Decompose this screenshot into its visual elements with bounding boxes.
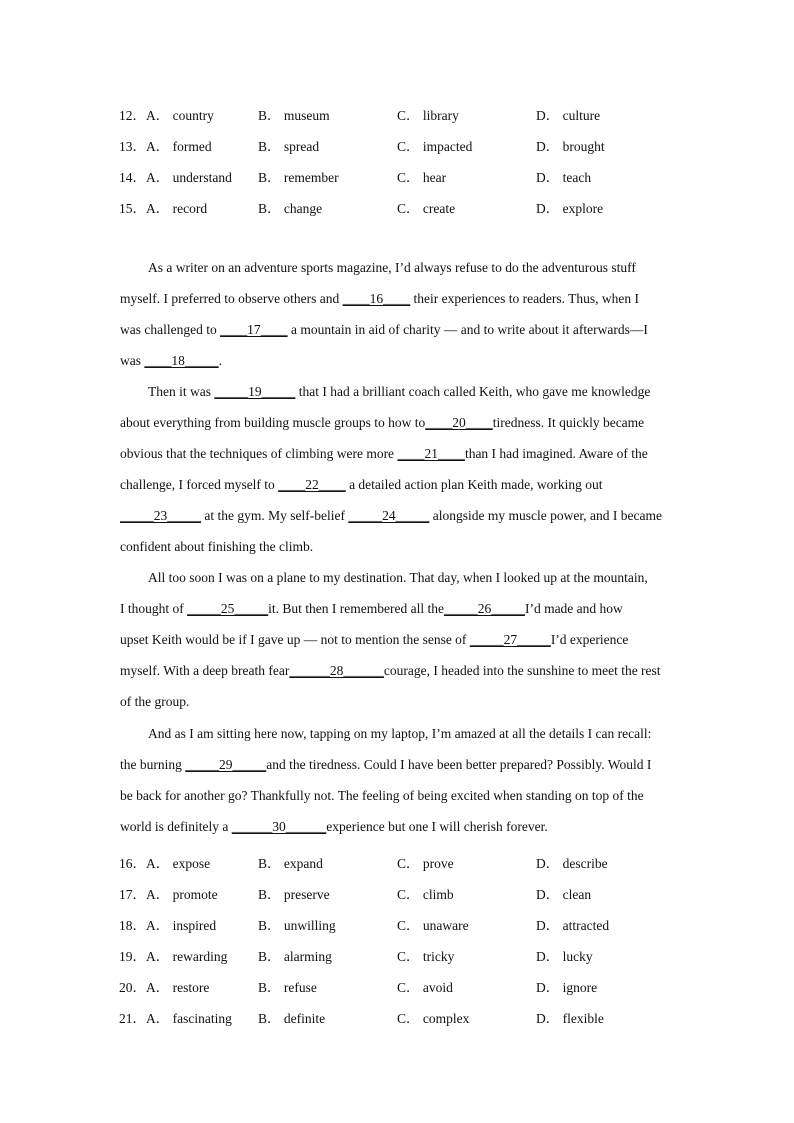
passage-line (120, 322, 675, 338)
passage-text: challenge, I forced myself to (120, 477, 279, 492)
blank-21[interactable]: ____21____ (397, 446, 465, 461)
passage-line (120, 694, 675, 710)
passage-line (120, 415, 675, 431)
option-a-text: A． country (146, 108, 214, 123)
passage-text: obvious that the techniques of climbing were more (120, 446, 398, 461)
option-c[interactable]: C． prove (397, 856, 454, 871)
option-a-text: A． rewarding (146, 949, 228, 964)
option-c[interactable]: C． tricky (397, 949, 455, 964)
question-number: 20． (119, 980, 146, 995)
blank-17[interactable]: ____17____ (220, 322, 288, 337)
option-b[interactable]: B． museum (258, 108, 330, 123)
passage-text: their experiences to readers. Thus, when I (410, 291, 639, 306)
question-number: 14． (119, 170, 146, 185)
option-c[interactable]: C． hear (397, 170, 447, 185)
passage-text: alongside my muscle power, and I became (429, 508, 662, 523)
question-number: 12． (119, 108, 146, 123)
passage-line (120, 757, 675, 773)
option-d[interactable]: D． brought (536, 139, 605, 154)
blank-24[interactable]: _____24_____ (348, 508, 430, 523)
option-a[interactable] (119, 883, 218, 903)
question-number: 19． (119, 949, 146, 964)
passage-line (120, 446, 675, 462)
passage-text: I’d experience (550, 632, 629, 647)
passage-text: was (120, 353, 145, 368)
blank-22[interactable]: ____22____ (278, 477, 346, 492)
option-b[interactable]: B． alarming (258, 949, 332, 964)
option-b[interactable]: B． spread (258, 139, 320, 154)
option-d[interactable]: D． describe (536, 856, 608, 871)
option-c[interactable]: C． create (397, 201, 456, 216)
option-a-text: A． inspired (146, 918, 217, 933)
option-b[interactable]: B． refuse (258, 980, 317, 995)
option-a[interactable] (119, 976, 209, 996)
passage-text: All too soon I was on a plane to my destination. That day, when I looked up at the mountain, (148, 570, 648, 585)
option-a[interactable] (119, 945, 227, 965)
passage-text: I thought of (120, 601, 188, 616)
blank-26[interactable]: _____26_____ (443, 601, 525, 616)
option-a-text: A． understand (146, 170, 232, 185)
option-d[interactable]: D． ignore (536, 980, 598, 995)
passage-line (120, 788, 675, 804)
passage-text: . (218, 353, 222, 368)
passage-line (148, 384, 703, 400)
passage-text: experience but one I will cherish forever. (326, 819, 548, 834)
option-d[interactable]: D． clean (536, 887, 592, 902)
blank-16[interactable]: ____16____ (342, 291, 411, 306)
blank-27[interactable]: _____27_____ (469, 632, 551, 647)
option-a[interactable] (119, 914, 216, 934)
option-b[interactable]: B． unwilling (258, 918, 336, 933)
passage-line (148, 726, 703, 742)
passage-text: myself. I preferred to observe others and (120, 291, 343, 306)
blank-23[interactable]: _____23_____ (120, 508, 201, 523)
passage-text: at the gym. My self-belief (201, 508, 349, 523)
option-b[interactable]: B． preserve (258, 887, 330, 902)
passage-line (120, 291, 675, 307)
passage-line (120, 353, 675, 369)
passage-line (120, 601, 675, 617)
passage-text: I’d made and how (524, 601, 623, 616)
question-number: 13． (119, 139, 146, 154)
passage-text: a detailed action plan Keith made, working out (345, 477, 603, 492)
option-d[interactable]: D． explore (536, 201, 604, 216)
passage-text: of the group. (120, 694, 190, 709)
passage-text: And as I am sitting here now, tapping on my laptop, I’m amazed at all the details I can recall: (148, 726, 652, 741)
question-number: 18． (119, 918, 146, 933)
passage-text: be back for another go? Thankfully not. The feeling of being excited when standing on top of the (120, 788, 644, 803)
option-b[interactable]: B． definite (258, 1011, 326, 1026)
passage-text: upset Keith would be if I gave up — not to mention the sense of (120, 632, 470, 647)
option-c[interactable]: C． climb (397, 887, 454, 902)
passage-line (148, 260, 703, 276)
passage-text: Then it was (148, 384, 215, 399)
option-a[interactable] (119, 104, 214, 124)
passage-line (120, 663, 675, 679)
passage-text: confident about finishing the climb. (120, 539, 314, 554)
option-a[interactable] (119, 852, 210, 872)
option-c[interactable]: C． unaware (397, 918, 469, 933)
option-b[interactable]: B． remember (258, 170, 339, 185)
option-d[interactable]: D． lucky (536, 949, 593, 964)
option-d[interactable]: D． teach (536, 170, 592, 185)
option-d[interactable]: D． culture (536, 108, 601, 123)
option-a-text: A． promote (146, 887, 218, 902)
blank-30[interactable]: ______30______ (231, 819, 327, 834)
option-a-text: A． record (146, 201, 208, 216)
option-a[interactable] (119, 197, 207, 217)
option-c[interactable]: C． avoid (397, 980, 453, 995)
option-b[interactable]: B． expand (258, 856, 323, 871)
option-a[interactable] (119, 135, 212, 155)
passage-text: the burning (120, 757, 186, 772)
blank-28[interactable]: ______28______ (289, 663, 384, 678)
passage-text: about everything from building muscle groups to how to (120, 415, 426, 430)
option-b[interactable]: B． change (258, 201, 323, 216)
option-a-text: A． expose (146, 856, 211, 871)
passage-text: world is definitely a (120, 819, 232, 834)
passage-text: courage, I headed into the sunshine to meet the rest (383, 663, 661, 678)
passage-line (120, 819, 675, 835)
passage-text: a mountain in aid of charity — and to write about it afterwards—I (287, 322, 648, 337)
option-a-text: A． formed (146, 139, 212, 154)
option-c[interactable]: C． impacted (397, 139, 473, 154)
passage-line (120, 632, 675, 648)
option-a-text: A． restore (146, 980, 210, 995)
passage-line (120, 508, 675, 524)
option-d[interactable]: D． flexible (536, 1011, 604, 1026)
passage-text: and the tiredness. Could I have been better prepared? Possibly. Would I (266, 757, 652, 772)
blank-18[interactable]: ____18_____ (144, 353, 219, 368)
passage-line (120, 539, 675, 555)
blank-19[interactable]: _____19_____ (214, 384, 296, 399)
passage-text: it. But then I remembered all the (268, 601, 444, 616)
blank-25[interactable]: _____25_____ (187, 601, 269, 616)
option-a[interactable] (119, 166, 232, 186)
passage-text: tiredness. It quickly became (492, 415, 645, 430)
passage-text: than I had imagined. Aware of the (464, 446, 648, 461)
blank-20[interactable]: ____20____ (425, 415, 493, 430)
question-number: 16． (119, 856, 146, 871)
passage-text: that I had a brilliant coach called Keith, who gave me knowledge (295, 384, 651, 399)
passage-text: As a writer on an adventure sports magazine, I’d always refuse to do the adventurous stuff (148, 260, 636, 275)
option-a-text: A． fascinating (146, 1011, 232, 1026)
question-number: 17． (119, 887, 146, 902)
option-c[interactable]: C． complex (397, 1011, 470, 1026)
option-a[interactable] (119, 1007, 232, 1027)
option-d[interactable]: D． attracted (536, 918, 610, 933)
passage-line (120, 477, 675, 493)
passage-line (148, 570, 703, 586)
blank-29[interactable]: _____29_____ (185, 757, 267, 772)
question-number: 21． (119, 1011, 146, 1026)
question-number: 15． (119, 201, 146, 216)
passage-text: myself. With a deep breath fear (120, 663, 290, 678)
option-c[interactable]: C． library (397, 108, 459, 123)
passage-text: was challenged to (120, 322, 221, 337)
